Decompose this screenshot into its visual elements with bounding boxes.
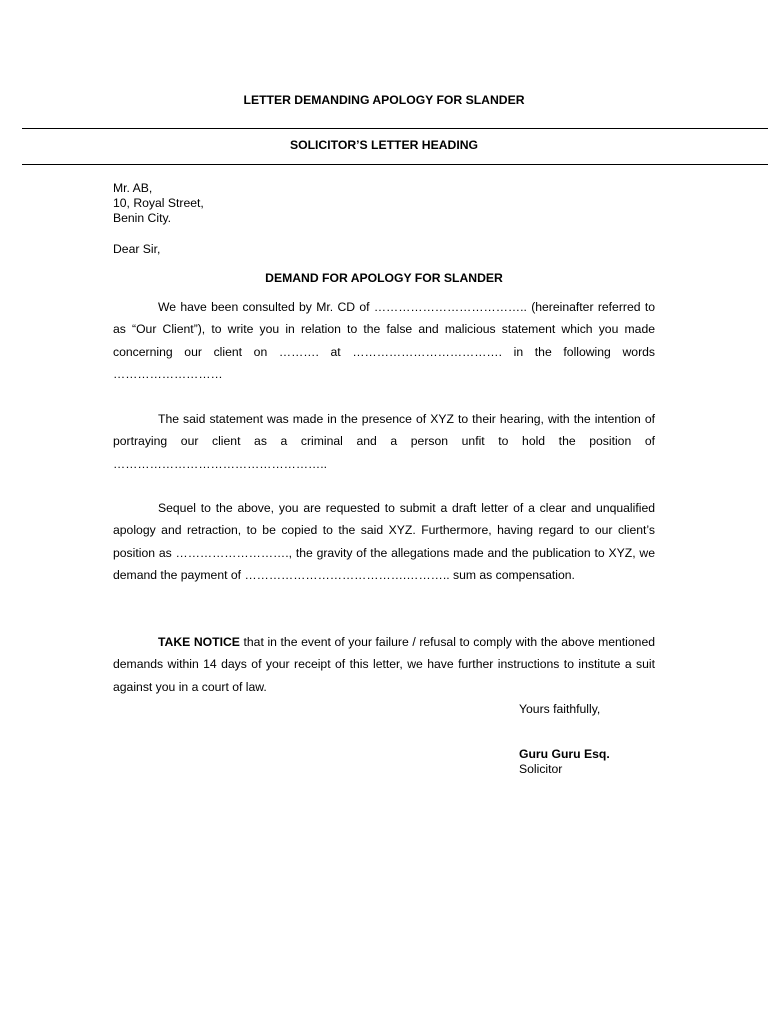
- letterhead-placeholder: SOLICITOR’S LETTER HEADING: [289, 138, 478, 152]
- recipient-city: Benin City.: [113, 211, 172, 225]
- recipient-street: 10, Royal Street,: [113, 196, 204, 210]
- letter-subject: DEMAND FOR APOLOGY FOR SLANDER: [265, 271, 503, 285]
- salutation: Dear Sir,: [113, 242, 161, 256]
- closing: Yours faithfully,: [519, 702, 601, 716]
- paragraph-take-notice: [113, 631, 655, 698]
- recipient-address: [113, 181, 204, 226]
- signer-role: Solicitor: [519, 762, 563, 776]
- take-notice-text: that in the event of your failure / refusal to comply with the above mentioned demands within 14 days of your receipt of this letter, we have further instructions to institute a suit against you in a court of law.: [113, 635, 655, 694]
- divider-top: [22, 128, 768, 129]
- paragraph-consulted: We have been consulted by Mr. CD of ……………………………….. (hereinafter referred to as “Our Client”), to write you in relation to the false and malicious statement which you made concerning our client on ………. at ………………………………. in the following words ………………………: [113, 300, 655, 382]
- paragraph-statement: The said statement was made in the presence of XYZ to their hearing, with the intention of portraying our client as a criminal and a person unfit to hold the position of ……………………………………………..: [113, 412, 655, 471]
- signer-name: Guru Guru Esq.: [519, 747, 610, 761]
- take-notice-label: TAKE NOTICE: [158, 635, 240, 649]
- divider-bottom: [22, 164, 768, 165]
- paragraph-demand: Sequel to the above, you are requested to submit a draft letter of a clear and unqualified apology and retraction, to be copied to the said XYZ. Furthermore, having regard to our client’s position as ………………………., the gravity of the allegations made and the publication to XYZ, we demand the payment of ………………………………….……….. sum as compensation.: [113, 501, 655, 583]
- recipient-name: Mr. AB,: [113, 181, 153, 195]
- document-title: LETTER DEMANDING APOLOGY FOR SLANDER: [243, 93, 525, 107]
